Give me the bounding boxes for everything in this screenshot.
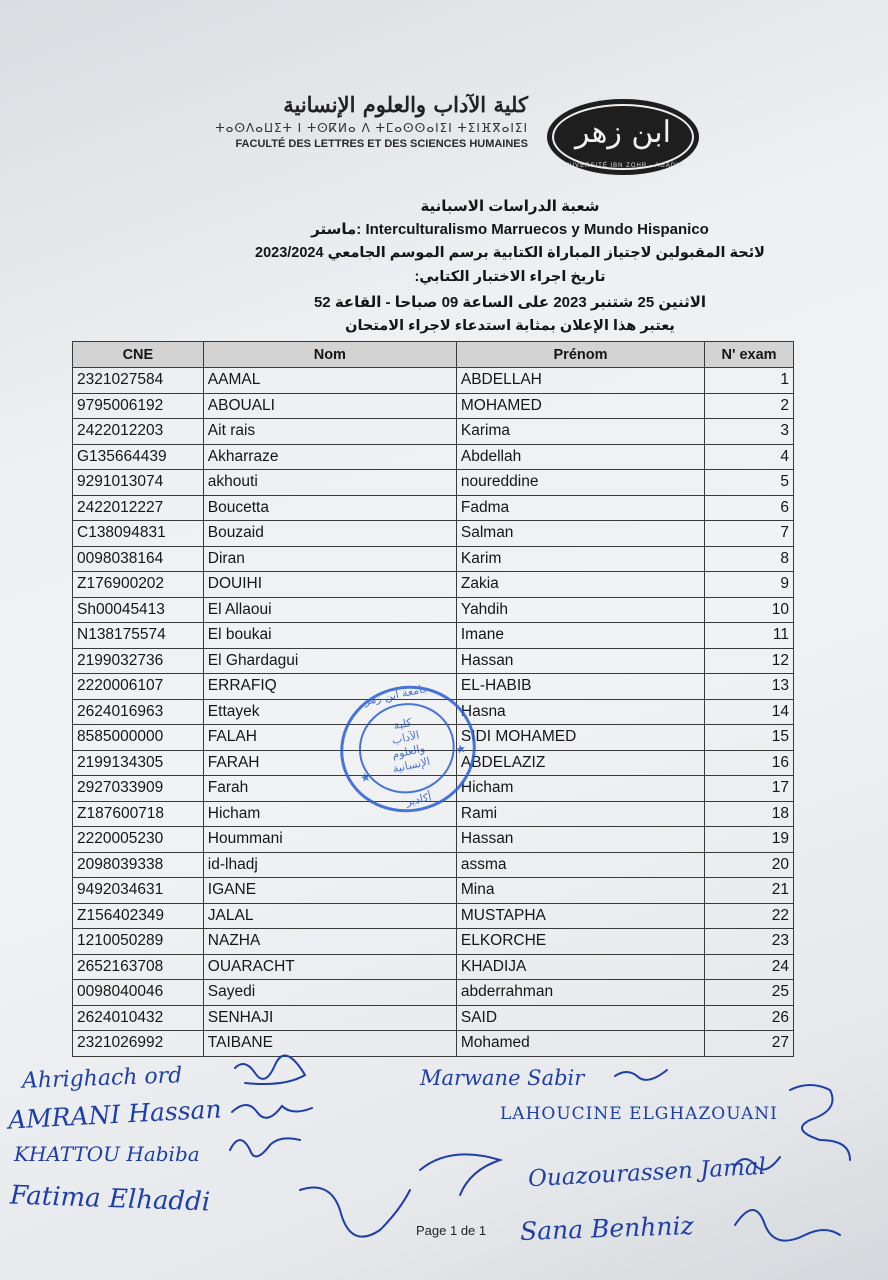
signature-mark (230, 1138, 300, 1156)
signature-mark (790, 1085, 850, 1160)
cell-nom: ABOUALI (203, 393, 456, 419)
col-header-prenom: Prénom (456, 342, 704, 368)
cell-prenom: abderrahman (456, 980, 704, 1006)
cell-nom: ERRAFIQ (203, 674, 456, 700)
cell-prenom: Abdellah (456, 444, 704, 470)
signature-name: Sana Benhniz (519, 1210, 695, 1247)
signature-mark (735, 1210, 840, 1241)
cell-cne: Sh00045413 (73, 597, 204, 623)
cell-exam-number: 17 (705, 776, 794, 802)
cell-nom: JALAL (203, 903, 456, 929)
cell-prenom: KHADIJA (456, 954, 704, 980)
cell-cne: N138175574 (73, 623, 204, 649)
cell-exam-number: 15 (705, 725, 794, 751)
cell-nom: Boucetta (203, 495, 456, 521)
cell-cne: 9492034631 (73, 878, 204, 904)
cell-prenom: Mohamed (456, 1031, 704, 1057)
cell-cne: Z187600718 (73, 801, 204, 827)
department-title: شعبة الدراسات الاسبانية (420, 198, 600, 215)
cell-nom: akhouti (203, 470, 456, 496)
signature-name: Ouazourassen Jamal (527, 1153, 767, 1193)
cell-nom: SENHAJI (203, 1005, 456, 1031)
cell-exam-number: 22 (705, 903, 794, 929)
cell-prenom: Fadma (456, 495, 704, 521)
cell-exam-number: 20 (705, 852, 794, 878)
cell-exam-number: 1 (705, 368, 794, 394)
cell-prenom: Hicham (456, 776, 704, 802)
cell-prenom: assma (456, 852, 704, 878)
cell-prenom: Mina (456, 878, 704, 904)
cell-cne: 2624016963 (73, 699, 204, 725)
col-header-nom: Nom (203, 342, 456, 368)
signature-name: Marwane Sabir (420, 1066, 585, 1090)
signature-mark (615, 1070, 667, 1080)
cell-exam-number: 27 (705, 1031, 794, 1057)
signature-name: LAHOUCINE ELGHAZOUANI (500, 1104, 778, 1124)
cell-nom: Bouzaid (203, 521, 456, 547)
col-header-exam-number: N' exam (705, 342, 794, 368)
stamp-star-icon: ★ (358, 769, 373, 786)
cell-nom: DOUIHI (203, 572, 456, 598)
cell-cne: 9291013074 (73, 470, 204, 496)
cell-cne: 8585000000 (73, 725, 204, 751)
cell-exam-number: 3 (705, 419, 794, 445)
cell-prenom: Karima (456, 419, 704, 445)
cell-exam-number: 4 (705, 444, 794, 470)
cell-prenom: Karim (456, 546, 704, 572)
cell-exam-number: 18 (705, 801, 794, 827)
cell-exam-number: 13 (705, 674, 794, 700)
cell-prenom: MUSTAPHA (456, 903, 704, 929)
cell-prenom: Hassan (456, 648, 704, 674)
cell-nom: Akharraze (203, 444, 456, 470)
col-header-cne: CNE (73, 342, 204, 368)
faculty-name-tifinagh: ⵜⴰⵙⴷⴰⵡⵉⵜ ⵏ ⵜⵙⴽⵍⴰ ⴷ ⵜⵎⴰⵙⵙⴰⵏⵉⵏ ⵜⵉⵏⴼⴳⴰⵏⵉⵏ (215, 121, 528, 135)
cell-cne: 2321026992 (73, 1031, 204, 1057)
cell-exam-number: 25 (705, 980, 794, 1006)
cell-nom: AAMAL (203, 368, 456, 394)
cell-exam-number: 19 (705, 827, 794, 853)
cell-prenom: SAID (456, 1005, 704, 1031)
cell-cne: 2098039338 (73, 852, 204, 878)
cell-cne: 2624010432 (73, 1005, 204, 1031)
cell-exam-number: 11 (705, 623, 794, 649)
cell-exam-number: 2 (705, 393, 794, 419)
cell-prenom: MOHAMED (456, 393, 704, 419)
cell-prenom: ABDELLAH (456, 368, 704, 394)
cell-cne: 2422012227 (73, 495, 204, 521)
signature-name: AMRANI Hassan (7, 1094, 223, 1135)
cell-cne: 0098038164 (73, 546, 204, 572)
cell-cne: Z156402349 (73, 903, 204, 929)
cell-exam-number: 10 (705, 597, 794, 623)
stamp-university: جامعة ابن زهر (362, 681, 431, 708)
cell-cne: 2321027584 (73, 368, 204, 394)
cell-prenom: Yahdih (456, 597, 704, 623)
cell-exam-number: 21 (705, 878, 794, 904)
master-title: ماستر: Interculturalismo Marruecos y Mundo Hispanico (311, 221, 709, 238)
cell-cne: Z176900202 (73, 572, 204, 598)
cell-prenom: EL-HABIB (456, 674, 704, 700)
cell-prenom: Zakia (456, 572, 704, 598)
cell-cne: 2220006107 (73, 674, 204, 700)
cell-prenom: Salman (456, 521, 704, 547)
signature-mark (735, 1157, 780, 1170)
signature-name: Ahrighach ord (21, 1063, 183, 1094)
cell-cne: G135664439 (73, 444, 204, 470)
cell-exam-number: 5 (705, 470, 794, 496)
cell-prenom: Imane (456, 623, 704, 649)
exam-date: الاثنين 25 شتنبر 2023 على الساعة 09 صباحا - القاعة 52 (313, 294, 707, 311)
cell-exam-number: 26 (705, 1005, 794, 1031)
faculty-name-french: FACULTÉ DES LETTRES ET DES SCIENCES HUMAINES (235, 138, 528, 150)
cell-cne: 0098040046 (73, 980, 204, 1006)
cell-nom: Diran (203, 546, 456, 572)
cell-nom: FARAH (203, 750, 456, 776)
cell-exam-number: 9 (705, 572, 794, 598)
cell-nom: TAIBANE (203, 1031, 456, 1057)
cell-exam-number: 7 (705, 521, 794, 547)
faculty-name-arabic: كلية الآداب والعلوم الإنسانية (283, 92, 528, 117)
list-title: لائحة المقبولين لاجتياز المباراة الكتابية برسم الموسم الجامعي 2023/2024 (255, 245, 765, 261)
cell-nom: Farah (203, 776, 456, 802)
cell-cne: 2422012203 (73, 419, 204, 445)
cell-prenom: ABDELAZIZ (456, 750, 704, 776)
cell-cne: 9795006192 (73, 393, 204, 419)
cell-nom: Ettayek (203, 699, 456, 725)
cell-prenom: Rami (456, 801, 704, 827)
signature-mark (235, 1056, 305, 1084)
cell-nom: OUARACHT (203, 954, 456, 980)
stamp-star-icon: ★ (454, 741, 468, 757)
cell-exam-number: 23 (705, 929, 794, 955)
cell-cne: C138094831 (73, 521, 204, 547)
logo-calligraphy: ابن زهر (575, 115, 671, 150)
cell-nom: Hicham (203, 801, 456, 827)
cell-nom: IGANE (203, 878, 456, 904)
stamp-city: أكادير (404, 790, 433, 809)
cell-exam-number: 8 (705, 546, 794, 572)
signature-name: KHATTOU Habiba (14, 1142, 200, 1166)
cell-cne: 2199032736 (73, 648, 204, 674)
cell-nom: El boukai (203, 623, 456, 649)
cell-exam-number: 14 (705, 699, 794, 725)
page-number: Page 1 de 1 (416, 1223, 487, 1238)
cell-cne: 2927033909 (73, 776, 204, 802)
cell-nom: FALAH (203, 725, 456, 751)
cell-cne: 2652163708 (73, 954, 204, 980)
cell-prenom: Hasna (456, 699, 704, 725)
cell-nom: El Allaoui (203, 597, 456, 623)
cell-exam-number: 16 (705, 750, 794, 776)
cell-nom: Ait rais (203, 419, 456, 445)
cell-nom: El Ghardagui (203, 648, 456, 674)
cell-cne: 1210050289 (73, 929, 204, 955)
cell-exam-number: 6 (705, 495, 794, 521)
cell-cne: 2199134305 (73, 750, 204, 776)
signature-name: Fatima Elhaddi (9, 1180, 211, 1218)
cell-exam-number: 24 (705, 954, 794, 980)
cell-nom: NAZHA (203, 929, 456, 955)
logo-ring-text: UNIVERSITÉ IBN ZOHR - AGADIR (561, 163, 685, 169)
cell-nom: Sayedi (203, 980, 456, 1006)
signature-mark (232, 1105, 312, 1118)
cell-prenom: noureddine (456, 470, 704, 496)
cell-prenom: ELKORCHE (456, 929, 704, 955)
cell-prenom: Hassan (456, 827, 704, 853)
cell-nom: Hoummani (203, 827, 456, 853)
cell-exam-number: 12 (705, 648, 794, 674)
exam-date-label: تاريخ اجراء الاختبار الكتابي: (414, 269, 606, 285)
cell-cne: 2220005230 (73, 827, 204, 853)
stamp-faculty: كلية الآداب والعلوم الإنسانية (390, 715, 432, 776)
cell-nom: id-lhadj (203, 852, 456, 878)
cell-prenom: SIDI MOHAMED (456, 725, 704, 751)
signature-mark (300, 1188, 410, 1237)
signature-mark (420, 1154, 500, 1195)
convocation-notice: يعتبر هذا الإعلان بمثابة استدعاء لاجراء الامتحان (345, 318, 675, 334)
